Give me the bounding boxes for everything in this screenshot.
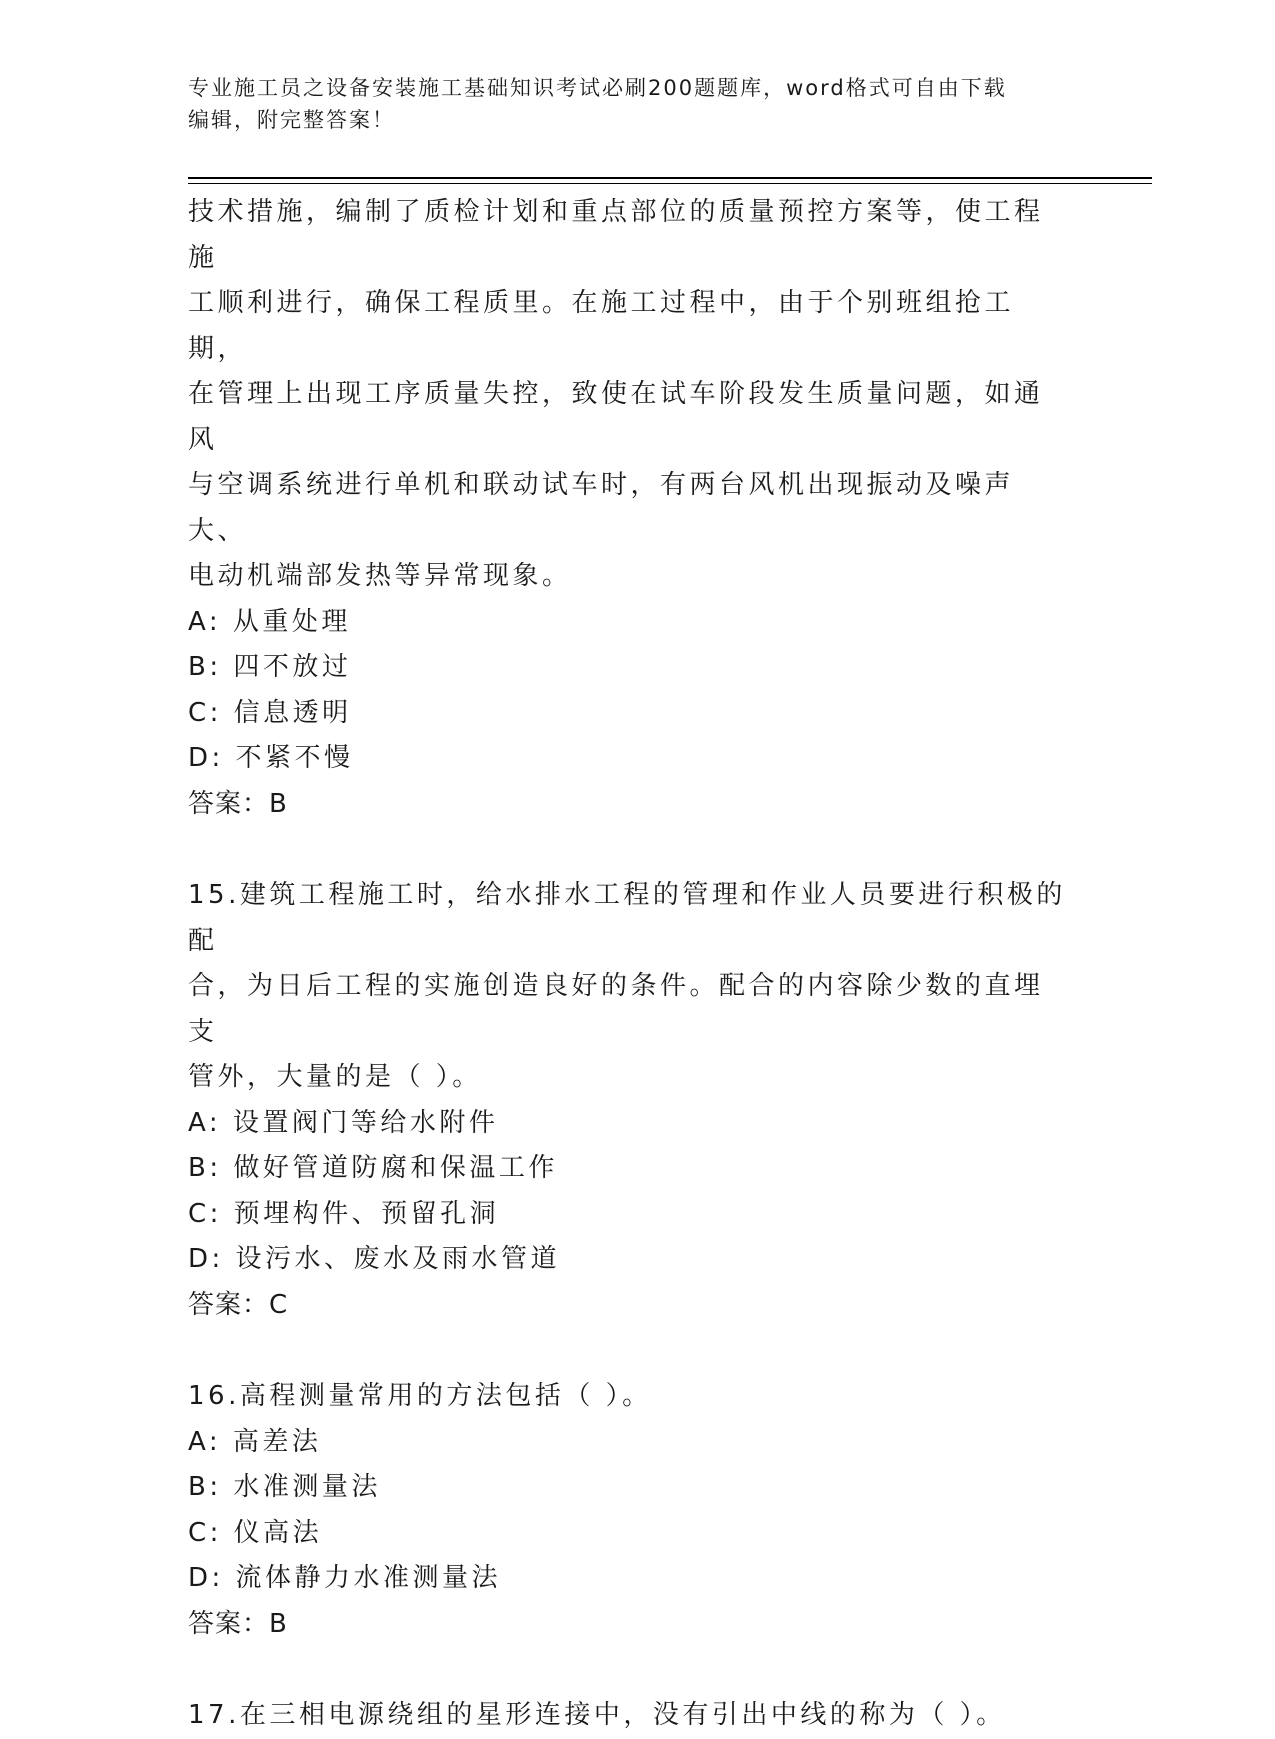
document-header [188, 72, 1088, 136]
question-text-line: 管外，大量的是（ ）。 [188, 1062, 482, 1092]
question-text-line: 16.高程测量常用的方法包括（ ）。 [188, 1381, 652, 1411]
option-d: D: 不紧不慢 [188, 743, 354, 773]
option-d: D: 流体静力水准测量法 [188, 1563, 502, 1593]
question-text-line: 15.建筑工程施工时，给水排水工程的管理和作业人员要进行积极的配 [188, 880, 1066, 956]
header-line-1: 专业施工员之设备安装施工基础知识考试必刷200题题库，word格式可自由下载 [188, 76, 1007, 100]
header-divider-thin [188, 183, 1152, 184]
question-text-line: 与空调系统进行单机和联动试车时，有两台风机出现振动及噪声大、 [188, 470, 1015, 546]
option-b: B: 做好管道防腐和保温工作 [188, 1153, 558, 1183]
question-text-line: 17.在三相电源绕组的星形连接中，没有引出中线的称为（ ）。 [188, 1700, 1006, 1730]
header-divider-thick [188, 177, 1152, 179]
option-d: D: 设污水、废水及雨水管道 [188, 1244, 561, 1274]
document-body [188, 190, 1068, 1739]
question-text-line: 技术措施，编制了质检计划和重点部位的质量预控方案等，使工程施 [188, 197, 1044, 273]
question-text-line: 在管理上出现工序质量失控，致使在试车阶段发生质量问题，如通风 [188, 379, 1044, 455]
answer-line: 答案：C [188, 1289, 289, 1320]
question-text-line: 电动机端部发热等异常现象。 [188, 561, 572, 591]
question-15 [188, 873, 1068, 1328]
question-14-continuation [188, 190, 1068, 827]
answer-line: 答案：B [188, 788, 288, 819]
question-text-line: 合，为日后工程的实施创造良好的条件。配合的内容除少数的直埋支 [188, 971, 1044, 1047]
option-b: B: 水准测量法 [188, 1472, 381, 1502]
option-a: A: 设置阀门等给水附件 [188, 1107, 499, 1138]
option-c: C: 预埋构件、预留孔洞 [188, 1198, 500, 1229]
question-17 [188, 1693, 1068, 1739]
option-b: B: 四不放过 [188, 652, 352, 682]
option-a: A: 从重处理 [188, 606, 351, 637]
answer-line: 答案：B [188, 1608, 288, 1639]
header-line-2: 编辑，附完整答案！ [188, 108, 395, 132]
option-c: C: 仪高法 [188, 1517, 323, 1548]
question-text-line: 工顺利进行，确保工程质里。在施工过程中，由于个别班组抢工期， [188, 288, 1015, 364]
option-c: C: 信息透明 [188, 697, 352, 728]
option-a: A: 高差法 [188, 1426, 322, 1457]
question-16 [188, 1374, 1068, 1647]
